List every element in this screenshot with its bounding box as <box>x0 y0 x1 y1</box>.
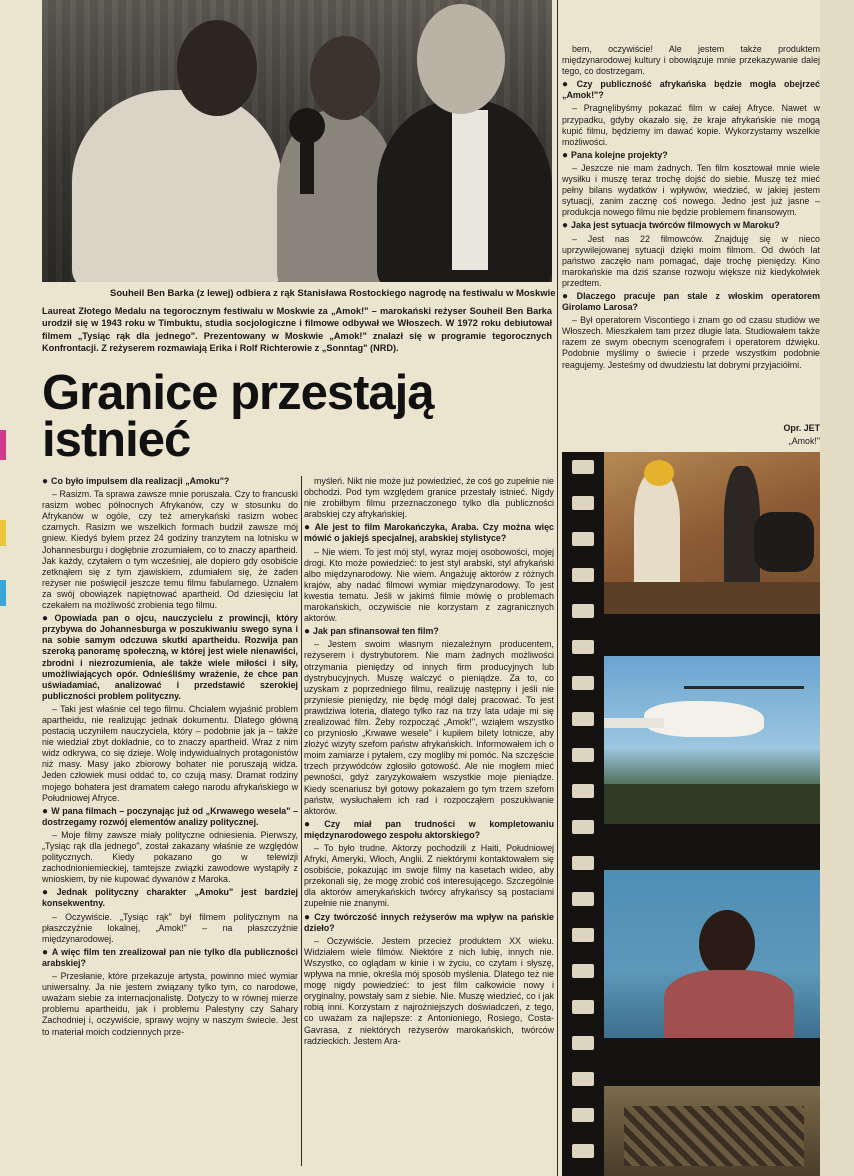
interview-answer <box>42 912 298 945</box>
question-text: A więc film ten zrealizował pan nie tylko dla publiczności arabskiej? <box>42 946 298 968</box>
interview-question <box>42 806 298 828</box>
bullet-icon: ● <box>304 911 312 923</box>
interview-answer <box>562 44 820 77</box>
source-signature: „Amok!" <box>788 436 820 447</box>
question-text: Opowiada pan o ojcu, nauczycielu z prowincji, który przybywa do Johannesburga w poszukiwaniu swego syna i na sobie samym odczuwa skutki apartheidu. Rozwija pan szeroką panoramę społeczną, w której jest wiele nienawiści, zbrodni i niezrozumienia, ale także wiele miłości i siły, umożliwiających opór. Odnieśliśmy wrażenie, że chce pan uświadamiać, analizować i przedstawić szerokiej publiczności problem polityczny. <box>42 613 298 701</box>
question-text: Dlaczego pracuje pan stale z włoskim operatorem Girolamo Larosa? <box>562 290 820 313</box>
answer-text: – Taki jest właśnie cel tego filmu. Chciałem wyjaśnić problem apartheidu, nie realizując jednak dokumentu. Dlatego główną postacią uczyniłem nauczyciela, który – podobnie jak ja – także nie wiedział zbyt dokładnie, co to znaczy apartheid. Wraz z nim widz odkrywa, co się dzieje. Wolę indywidualnych protagonistów niż masy. Masy jako zbiorowy bohater nie poruszają widza. Jeden człowiek musi oddać to, co czują masy. Dramat rodziny mojego bohatera jest dramatem całego narodu afrykańskiego w Południowej Afryce. <box>42 703 298 803</box>
interview-question <box>304 912 554 934</box>
sprocket-hole <box>572 928 594 942</box>
question-text: Ale jest to film Marokańczyka, Araba. Czy można więc mówić o jakiejś specjalnej, arabskiej stylistyce? <box>304 522 554 544</box>
sprocket-hole <box>572 1036 594 1050</box>
bullet-icon: ● <box>42 613 52 625</box>
interview-answer <box>304 639 554 817</box>
film-still-woman <box>604 870 830 1038</box>
answer-text: – Jestem swoim własnym niezależnym producentem, reżyserem i dystrybutorem. Nie mam żadnych możliwości otrzymania pieniędzy od innych firm producyjnych lub dystrybucyjnych. Muszę walczyć o pieniądze. Za to, co uzyskam z poprzedniego filmu, realizuję następny i jeśli nie przyniesie pieniędzy, nie będę mógł dalej pracować. To jest prawdziwa loteria, dlatego tylko raz na trzy lata udaje mi się zrealizować film. Żeby rozpocząć „Amok!", wziąłem wszystko co przyniosło „Krwawe wesele" i kupiłem bilety lotnicze, aby złożyć wizyty szefom państw afrykańskich. Informowałem ich o moim zamiarze i pytałem, czy mogliby mi pomóc. Na szczęście trzech przywódców zgłosiło gotowość. Ale nie mogłem mieć pewności, gdyż zaryzykowałem wszystkie moje pieniądze. Kiedy scenariusz był gotowy pokazałem go tym trzem szefom państw, wysłuchałem ich rad i rozpocząłem poszukiwanie aktorów. <box>304 639 554 816</box>
article-headline: Granice przestają istnieć <box>42 366 434 467</box>
interview-answer <box>562 103 820 147</box>
bullet-icon: ● <box>42 887 54 899</box>
column-2 <box>304 476 554 1166</box>
sprocket-hole <box>572 1000 594 1014</box>
answer-text: – Oczywiście. Jestem przecież produktem XX wieku. Widziałem wiele filmów. Niektóre z nich lubię, innych nie. Wszystko, co oglądam w kinie i w życiu, co czytam i słyszę, wpływa na mnie, określa mój sposób myślenia. Dlatego też nie mogę nigdy powiedzieć: to jest film całkowicie nowy i oryginalny, powstały sam z siebie. Nie. Muszę wiedzieć, co i jak robią inni. Korzystam z najrożniejszych doświadczeń, z tego, co uważam za najlepsze: z Antonioniego, Rosiego, Costa-Gavrasa, z niektórych reżyserów marokańskich, twórców radzieckich. Jestem Ara- <box>304 935 554 1046</box>
bullet-icon: ● <box>562 79 574 91</box>
sprocket-hole <box>572 1108 594 1122</box>
interview-answer <box>562 163 820 218</box>
sprocket-hole <box>572 964 594 978</box>
sprocket-hole <box>572 604 594 618</box>
interview-answer <box>562 234 820 289</box>
column-3 <box>562 44 820 450</box>
interview-question <box>42 476 298 487</box>
interview-question <box>304 819 554 841</box>
film-still-crowd-2 <box>604 1086 830 1176</box>
interview-answer <box>42 971 298 1038</box>
interview-question <box>304 626 554 637</box>
answer-text: – Jest nas 22 filmowców. Znajduję się w nieco uprzywilejowanej sytuacji dzięki moim filmom. Od dwóch lat państwo zaczęło nam pomagać, daje trochę pieniędzy. Kino marokańskie ma dziś szanse rozwoju większe niż kiedykolwiek przedtem. <box>562 233 820 288</box>
interview-answer <box>42 704 298 804</box>
question-text: Jaka jest sytuacja twórców filmowych w Maroku? <box>571 220 780 231</box>
answer-text: – Był operatorem Viscontiego i znam go od czasu studiów we Włoszech. Mieszkałem tam przez długie lata. Studiowałem także razem ze swym obecnym scenografem i operatorem dźwięku. Podobnie myślimy o świecie i przede wszystkim podobnie reagujemy. Jesteśmy od dwudziestu lat dobrymi przyjaciółmi. <box>562 315 820 370</box>
sprocket-hole <box>572 856 594 870</box>
bullet-icon: ● <box>304 626 311 638</box>
interview-answer <box>304 547 554 625</box>
column-divider <box>301 476 302 1166</box>
lead-paragraph: Laureat Złotego Medalu na tegorocznym festiwalu w Moskwie za „Amok!" – marokański reżyser Souheil Ben Barka urodził się w 1943 roku w Timbuktu, studia socjologiczne i filmowe odbywał we Włoszech. W 1972 roku debiutował filmem „Tysiąc rąk dla jednego". Prezentowany w Moskwie „Amok!" znalazł się w programie tegorocznych Konfrontacji. Z reżyserem rozmawiają Erika i Rolf Richterowie z „Sonntag" (NRD). <box>42 306 552 353</box>
answer-text: bem, oczywiście! Ale jestem także produktem międzynarodowej kultury i obowiązuje mnie przekazywanie dalej tego, co dostrzegam. <box>562 44 820 77</box>
interview-question <box>304 522 554 544</box>
print-color-mark-cyan <box>0 580 6 606</box>
bullet-icon: ● <box>42 805 49 817</box>
question-text: Co było impulsem dla realizacji „Amoku"? <box>51 476 230 486</box>
film-still-helicopter <box>604 656 830 824</box>
sprocket-hole <box>572 460 594 474</box>
sprocket-hole <box>572 748 594 762</box>
bullet-icon: ● <box>42 476 49 487</box>
sprocket-hole <box>572 568 594 582</box>
answer-text: – Moje filmy zawsze miały polityczne odniesienia. Pierwszy, „Tysiąc rąk dla jednego", został zakazany właśnie ze względów politycznych. Kiedy pokazano go w telewizji zachodnioniemieckiej, tamtejsze związki zawodowe wystąpiły z wnioskiem, by nie kupować dywanów z Maroka. <box>42 829 298 885</box>
sprocket-hole <box>572 1072 594 1086</box>
interview-answer <box>42 489 298 611</box>
question-text: W pana filmach – poczynając już od „Krwawego wesela" – dostrzegamy rozwój elementów analizy politycznej. <box>42 805 298 827</box>
signature-block <box>562 423 820 449</box>
column-1 <box>42 476 298 1166</box>
interview-answer <box>562 315 820 370</box>
interview-answer <box>304 476 554 520</box>
bullet-icon: ● <box>562 290 574 302</box>
sprocket-hole <box>572 532 594 546</box>
answer-text: myśleń. Nikt nie może już powiedzieć, że coś go zupełnie nie obchodzi. Pod tym względem granice przestały istnieć. Nigdy nie zrobiłbym filmu przeznaczonego tylko dla publiczności arabskiej czy afrykańskiej. <box>304 476 554 520</box>
question-text: Jak pan sfinansował ten film? <box>313 626 439 637</box>
interview-answer <box>304 936 554 1047</box>
sprocket-hole <box>572 676 594 690</box>
print-color-mark-yellow <box>0 520 6 546</box>
author-signature: Opr. JET <box>783 423 820 433</box>
answer-text: – Nie wiem. To jest mój styl, wyraz mojej osobowości, mojej drogi. Kto może powiedzieć: to jest styl arabski, styl afrykański albo międzynarodowy. Nie wiem. Angażuję aktorów z różnych krajów, aby nadać filmowi wymiar międzynarodowy. To jest kwestia tematu. Jeśli w jakimś filmie mówię o problemach marokańskich, oczywiście nie korzystam z zagranicznych aktorów. <box>304 546 554 624</box>
interview-question <box>42 947 298 969</box>
award-photo <box>42 0 552 282</box>
photo-caption: Souheil Ben Barka (z lewej) odbiera z rąk Stanisława Rostockiego nagrodę na festiwalu w Moskwie <box>110 288 556 299</box>
film-strip <box>562 452 852 1176</box>
answer-text: – Rasizm. Ta sprawa zawsze mnie poruszała. Czy to francuski rasizm wobec północnych Afrykanów, czy w stosunku do Afrykanów w ogóle, czy też amerykański rasizm wobec czarnych. Rasizm we wszelkich formach budził zawsze mój gniew. Kiedyś byłem przez 24 godziny tranzytem na lotnisku w Johannesburgu i dogłębnie zrozumiałem, co to znaczy apartheid. Jak każdy, czytałem o tym wcześniej, ale dopiero gdy osobiście zetknąłem się z tym zjawiskiem, zdumiałem się, że żaden reżyser nie poświęcił jeszcze temu filmu fabularnego. Uznałem za swój obowiązek napiętnować apartheid. Od dziesięciu lat czekałem na możliwość zrobienia tego filmu. <box>42 489 298 611</box>
sprocket-hole <box>572 820 594 834</box>
interview-question <box>562 79 820 101</box>
sprocket-hole <box>572 496 594 510</box>
film-still-crowd <box>604 452 830 614</box>
column-divider <box>557 0 558 1176</box>
interview-question <box>562 220 820 231</box>
sprocket-hole <box>572 712 594 726</box>
question-text: Czy publiczność afrykańska będzie mogła obejrzeć „Amok!"? <box>562 79 820 101</box>
bullet-icon: ● <box>304 818 322 830</box>
question-text: Jednak polityczny charakter „Amoku" jest bardziej konsekwentny. <box>42 887 298 909</box>
question-text: Czy twórczość innych reżyserów ma wpływ na pańskie dzieło? <box>304 911 554 933</box>
interview-question <box>562 150 820 161</box>
interview-answer <box>42 830 298 885</box>
answer-text: – To było trudne. Aktorzy pochodzili z Haiti, Południowej Afryki, Ameryki, Włoch, Anglii. Z niektórymi kontaktowałem się osobiście, pokazując im swoje filmy na kasetach wideo, aby przekonali się, że mogę zrobić coś interesującego. Szczególnie dla aktorów amerykańskich twórcy afrykańscy są postaciami zupełnie nie znanymi. <box>304 843 554 909</box>
bullet-icon: ● <box>304 522 312 534</box>
print-color-mark-magenta <box>0 430 6 460</box>
sprocket-hole <box>572 640 594 654</box>
bullet-icon: ● <box>42 946 49 958</box>
bullet-icon: ● <box>562 220 569 232</box>
bullet-icon: ● <box>562 149 569 161</box>
interview-answer <box>304 843 554 910</box>
interview-question <box>42 887 298 909</box>
sprocket-hole <box>572 784 594 798</box>
question-text: Czy miał pan trudności w kompletowaniu międzynarodowego zespołu aktorskiego? <box>304 818 554 840</box>
interview-question <box>562 291 820 313</box>
page-margin <box>820 0 854 1176</box>
interview-question <box>42 613 298 702</box>
answer-text: – Przesłanie, które przekazuje artysta, powinno mieć wymiar uniwersalny. Ja nie jestem związany tylko tym, co narodowe, uważam siebie za internacjonalistę. Dotyczy to w równej mierze problemu apartheidu, jak i problemu Palestyny czy Sahary Zachodniej i, oczywiście, sprawy wojny w naszym świecie. Jest to materiał moich codziennych prze- <box>42 971 298 1037</box>
answer-text: – Jeszcze nie mam żadnych. Ten film kosztował mnie wiele wysiłku i muszę teraz trochę dojść do siebie. Muszę też mieć pełny bilans wydatków i wpływów, wiedzieć, w jakiej jestem sytuacji, zanim zacznę coś nowego. Jedno jest już jasne – produkcja nowego filmu nie będzie problemem finansowym. <box>562 162 820 218</box>
sprocket-hole <box>572 1144 594 1158</box>
answer-text: – Pragnęlibyśmy pokazać film w całej Afryce. Nawet w przypadku, gdyby okazało się, że kraje afrykańskie nie mogą kupić filmu, będziemy im dawać kopie. Wykorzystamy wszelkie możliwości. <box>562 103 820 147</box>
sprocket-hole <box>572 892 594 906</box>
answer-text: – Oczywiście. „Tysiąc rąk" był filmem politycznym na płaszczyźnie lokalnej, „Amok!" – na płaszczyźnie międzynarodowej. <box>42 911 298 944</box>
question-text: Pana kolejne projekty? <box>571 149 668 160</box>
